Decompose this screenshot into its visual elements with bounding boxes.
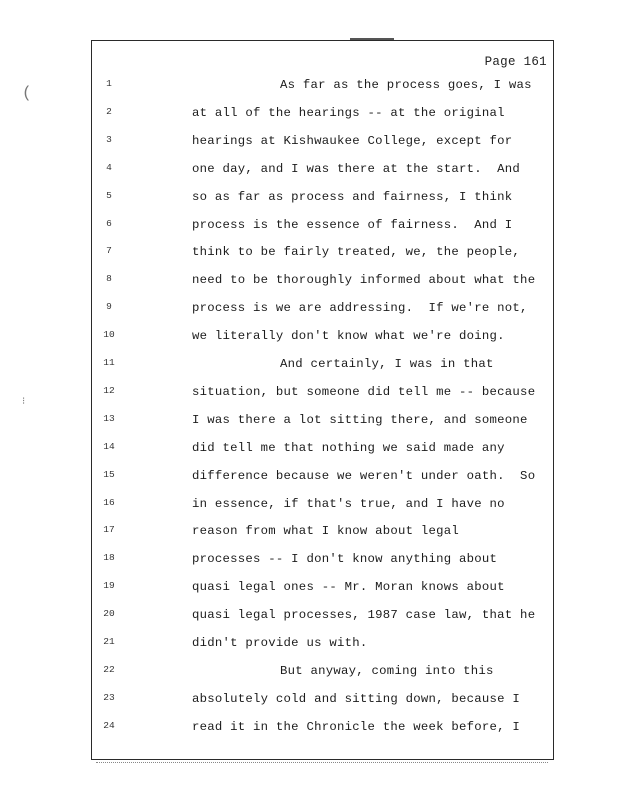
transcript-line	[92, 608, 553, 628]
transcript-line	[92, 664, 553, 684]
transcript-line	[92, 441, 553, 461]
line-number: 22	[103, 663, 115, 675]
transcript-line	[92, 329, 553, 349]
transcript-line	[92, 218, 553, 238]
line-number: 5	[106, 189, 112, 201]
line-text: hearings at Kishwaukee College, except for	[192, 133, 513, 148]
line-text: think to be fairly treated, we, the people,	[192, 245, 521, 260]
transcript-line	[92, 385, 553, 405]
transcript-line	[92, 301, 553, 321]
line-text: As far as the process goes, I was	[280, 78, 532, 92]
line-text: did tell me that nothing we said made any	[192, 440, 505, 455]
transcript-line	[92, 524, 553, 544]
line-number: 9	[106, 301, 112, 313]
line-number: 18	[103, 552, 115, 564]
line-text: absolutely cold and sitting down, because I	[192, 691, 521, 706]
line-text: process is we are addressing. If we're not,	[192, 301, 528, 316]
transcript-line	[92, 692, 553, 712]
transcript-line	[92, 162, 553, 182]
transcript-line	[92, 720, 553, 740]
line-number: 14	[103, 440, 115, 452]
line-text: processes -- I don't know anything about	[192, 552, 498, 567]
line-text: And certainly, I was in that	[280, 357, 494, 371]
line-text: reason from what I know about legal	[192, 524, 460, 539]
transcript-line	[92, 357, 553, 377]
line-number: 23	[103, 691, 115, 703]
transcript-line	[92, 497, 553, 517]
transcript-line	[92, 413, 553, 433]
transcript-line	[92, 106, 553, 126]
scan-mark-bottom	[96, 762, 548, 763]
transcript-line	[92, 78, 553, 98]
transcript-line	[92, 245, 553, 265]
line-number: 10	[103, 329, 115, 341]
line-text: quasi legal processes, 1987 case law, that he	[192, 608, 536, 623]
line-text: situation, but someone did tell me -- because	[192, 384, 536, 399]
line-text: didn't provide us with.	[192, 636, 368, 650]
line-number: 2	[106, 105, 112, 117]
transcript-line	[92, 273, 553, 293]
scan-mark-left-paren: (	[22, 84, 32, 102]
line-number: 20	[103, 608, 115, 620]
line-text: But anyway, coming into this	[280, 663, 494, 678]
transcript-line	[92, 580, 553, 600]
line-number: 7	[106, 245, 112, 257]
line-number: 11	[103, 357, 115, 368]
line-text: I was there a lot sitting there, and someone	[192, 412, 528, 427]
line-number: 4	[106, 161, 112, 173]
line-text: need to be thoroughly informed about what the	[192, 273, 536, 288]
transcript-line	[92, 134, 553, 154]
line-number: 19	[103, 580, 115, 592]
scan-mark-left-dots: ⁝	[22, 397, 26, 408]
line-text: at all of the hearings -- at the original	[192, 105, 505, 120]
line-text: in essence, if that's true, and I have no	[192, 496, 505, 511]
line-number: 6	[106, 217, 112, 229]
page-number: Page 161	[484, 55, 547, 69]
line-text: read it in the Chronicle the week before, I	[192, 719, 521, 734]
transcript-line	[92, 552, 553, 572]
line-number: 21	[103, 636, 115, 647]
transcript-line	[92, 190, 553, 210]
transcript-line	[92, 636, 553, 656]
line-text: quasi legal ones -- Mr. Moran knows about	[192, 580, 505, 595]
line-number: 1	[106, 78, 112, 89]
transcript-line	[92, 469, 553, 489]
line-number: 12	[103, 384, 115, 396]
line-number: 3	[106, 133, 112, 145]
line-number: 24	[103, 719, 115, 731]
line-text: process is the essence of fairness. And I	[192, 217, 513, 232]
line-number: 8	[106, 273, 112, 285]
line-number: 17	[103, 524, 115, 536]
line-number: 15	[103, 468, 115, 480]
line-text: so as far as process and fairness, I think	[192, 189, 513, 204]
line-text: one day, and I was there at the start. And	[192, 161, 521, 176]
line-number: 13	[103, 412, 115, 424]
line-text: difference because we weren't under oath. So	[192, 468, 536, 483]
transcript-page	[91, 40, 554, 760]
line-number: 16	[103, 496, 115, 508]
line-text: we literally don't know what we're doing.	[192, 329, 505, 344]
